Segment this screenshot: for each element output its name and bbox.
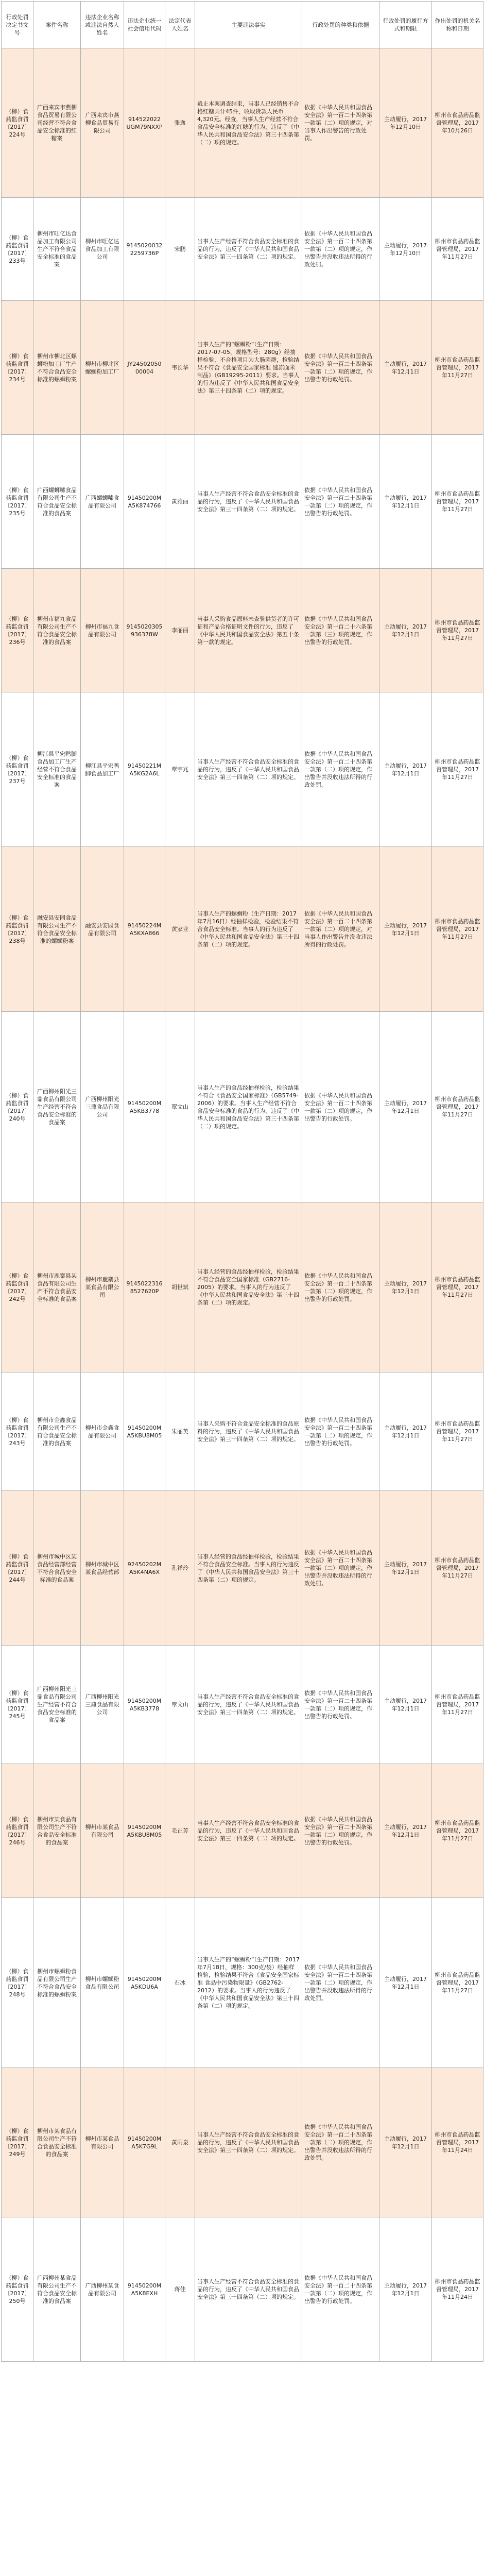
cell-way: 主动履行，2017年12月1日 (379, 1491, 432, 1646)
cell-basis: 依据《中华人民共和国食品安全法》第一百二十四条第一款第（二）项的规定，作出警告的行政处罚。 (302, 1646, 379, 1764)
cell-doc-no: （柳）食药监食罚〔2017〕249号 (2, 2068, 33, 2217)
table-row (2, 198, 483, 301)
cell-way: 主动履行，2017年12月10日 (379, 48, 432, 198)
cell-org: 柳州市食品药品监督管理局，2017年11月27日 (432, 569, 483, 692)
header-way: 行政处罚的履行方式和期限 (379, 2, 432, 48)
header-legal-rep: 法定代表人姓名 (165, 2, 195, 48)
cell-party: 柳州市某食品有限公司 (81, 1764, 124, 1898)
cell-doc-no: （柳）食药监食罚〔2017〕234号 (2, 301, 33, 435)
cell-credit-code: 91450200MA5KDU6A (124, 1898, 165, 2068)
cell-legal-rep: 胡世斌 (165, 1202, 195, 1372)
cell-basis: 依据《中华人民共和国食品安全法》第一百二十四条第一款第（二）项的规定，作出警告并没收违法所得的行政处罚。 (302, 198, 379, 301)
cell-party: 柳州市旺亿达食品加工有限公司 (81, 198, 124, 301)
header-doc-no: 行政处罚决定书文号 (2, 2, 33, 48)
cell-facts: 当事人生产经营不符合食品安全标准的食品的行为，违反了《中华人民共和国食品安全法》第三十四条第（二）项的规定。 (195, 1764, 302, 1898)
cell-case-name: 柳江县平宏鸭脚食品加工厂生产经营不符合食品安全标准的食品案 (33, 692, 81, 847)
cell-facts: 当事人生产的螺蛳粉（生产日期：2017年7月16日）经抽样检验，检验结果不符合食品安全标准。当事人的行为违反了《中华人民共和国食品安全法》第三十四条第（二）项的规定。 (195, 847, 302, 1012)
cell-party: 广西来宾市燕柳食品贸易有限公司 (81, 48, 124, 198)
cell-case-name: 柳州市某食品有限公司生产不符合食品安全标准的食品案 (33, 1764, 81, 1898)
cell-credit-code: JY2450205000004 (124, 301, 165, 435)
cell-doc-no: （柳）食药监食罚〔2017〕240号 (2, 1012, 33, 1202)
cell-org: 柳州市食品药品监督管理局，2017年11月27日 (432, 1764, 483, 1898)
cell-facts: 当事人生产经营不符合食品安全标准的食品的行为，违反了《中华人民共和国食品安全法》第三十四条第（二）项的规定。 (195, 435, 302, 569)
table-body (2, 48, 483, 2362)
cell-party: 柳州市柳北区螺蛳粉加工厂 (81, 301, 124, 435)
cell-case-name: 柳州市螺蛳粉食品有限公司生产不符合食品安全标准的螺蛳粉案 (33, 1898, 81, 2068)
cell-org: 柳州市食品药品监督管理局，2017年11月27日 (432, 1012, 483, 1202)
cell-basis: 依据《中华人民共和国食品安全法》第一百二十四条第一款第（二）项的规定，作出警告的行政处罚。 (302, 1372, 379, 1491)
table-row (2, 48, 483, 198)
cell-org: 柳州市食品药品监督管理局，2017年11月27日 (432, 1372, 483, 1491)
table-row (2, 435, 483, 569)
table-row (2, 692, 483, 847)
cell-legal-rep: 覃文山 (165, 1012, 195, 1202)
header-party: 违法企业名称或违法自然人姓名 (81, 2, 124, 48)
table-row (2, 569, 483, 692)
header-row (2, 2, 483, 48)
table-row (2, 1491, 483, 1646)
header-facts: 主要违法事实 (195, 2, 302, 48)
cell-credit-code: 91450200MA5K7G9L (124, 2068, 165, 2217)
table-row (2, 1372, 483, 1491)
cell-legal-rep: 石冰 (165, 1898, 195, 2068)
cell-org: 柳州市食品药品监督管理局，2017年11月27日 (432, 1202, 483, 1372)
cell-case-name: 柳州市旺亿达食品加工有限公司生产不符合食品安全标准的食品案 (33, 198, 81, 301)
cell-way: 主动履行，2017年12月1日 (379, 2217, 432, 2362)
table-row (2, 301, 483, 435)
cell-facts: 当事人生产的“螺蛳粉”（生产日期：2017-07-05，规格型号：280g）经抽样检验，不合格项目为大肠菌群，检验结果不符合《食品安全国家标准 速冻面米制品》（GB19295-2011）要求。当事人的行为违反了《中华人民共和国食品安全法》第三十四条第（二）项的规定。 (195, 301, 302, 435)
table-row (2, 1646, 483, 1764)
table-row (2, 1898, 483, 2068)
cell-legal-rep: 孔祥玲 (165, 1491, 195, 1646)
cell-way: 主动履行，2017年12月1日 (379, 435, 432, 569)
cell-facts: 截止本案调查结束，当事人已经销售不合格红糖共计45件，收取货款人民币4,320元。经查，当事人生产经营不符合食品安全标准的红糖的行为，违反了《中华人民共和国食品安全法》第三十四条第（二）项的规定。 (195, 48, 302, 198)
cell-org: 柳州市食品药品监督管理局，2017年11月27日 (432, 1491, 483, 1646)
cell-credit-code: 91450200MA5K874766 (124, 435, 165, 569)
cell-basis: 依据《中华人民共和国食品安全法》第一百二十四条第一款第（二）项的规定，作出警告的行政处罚。 (302, 1012, 379, 1202)
cell-case-name: 柳州市福九食品有限公司生产不符合食品安全标准的食品案 (33, 569, 81, 692)
header-case-name: 案件名称 (33, 2, 81, 48)
cell-way: 主动履行，2017年12月10日 (379, 198, 432, 301)
cell-doc-no: （柳）食药监食罚〔2017〕233号 (2, 198, 33, 301)
cell-credit-code: 91450221MA5KG2A6L (124, 692, 165, 847)
cell-basis: 依据《中华人民共和国食品安全法》第一百二十四条第一款第（二）项的规定，作出警告的行政处罚。 (302, 301, 379, 435)
cell-credit-code: 9145020305936378W (124, 569, 165, 692)
cell-way: 主动履行，2017年12月1日 (379, 1764, 432, 1898)
cell-party: 广西柳州阳光三鼎食品有限公司 (81, 1646, 124, 1764)
cell-facts: 当事人经营的食品经抽样检验，检验结果不符合食品安全国家标准（GB2716-2005）的要求。当事人的行为违反了《中华人民共和国食品安全法》第三十四条第（二）项的规定。 (195, 1202, 302, 1372)
cell-party: 柳州市某食品有限公司 (81, 2068, 124, 2217)
cell-facts: 当事人采购不符合食品安全标准的食品原料的行为，违反了《中华人民共和国食品安全法》第三十四条第（二）项的规定。 (195, 1372, 302, 1491)
cell-doc-no: （柳）食药监食罚〔2017〕237号 (2, 692, 33, 847)
cell-way: 主动履行，2017年12月1日 (379, 1372, 432, 1491)
cell-party: 广西柳州阳光三鼎食品有限公司 (81, 1012, 124, 1202)
cell-credit-code: 914522022UGM79NXXP (124, 48, 165, 198)
table-row (2, 847, 483, 1012)
table-row (2, 1764, 483, 1898)
cell-case-name: 融安县安园食品有限公司生产不符合食品安全标准的螺蛳粉案 (33, 847, 81, 1012)
cell-org: 柳州市食品药品监督管理局，2017年11月27日 (432, 1646, 483, 1764)
cell-doc-no: （柳）食药监食罚〔2017〕245号 (2, 1646, 33, 1764)
cell-basis: 依据《中华人民共和国食品安全法》第一百二十四条第一款第（二）项的规定，作出警告并没收违法所得的行政处罚。 (302, 692, 379, 847)
cell-party: 柳州市鹿寨县某食品有限公司 (81, 1202, 124, 1372)
cell-way: 主动履行，2017年12月1日 (379, 847, 432, 1012)
cell-doc-no: （柳）食药监食罚〔2017〕250号 (2, 2217, 33, 2362)
cell-legal-rep: 张逸 (165, 48, 195, 198)
cell-basis: 依据《中华人民共和国食品安全法》第一百二十四条第一款第（二）项的规定，作出警告的行政处罚。 (302, 435, 379, 569)
cell-case-name: 柳州市金鑫食品有限公司生产不符合食品安全标准的食品案 (33, 1372, 81, 1491)
penalty-table (1, 1, 483, 2362)
cell-credit-code: 91450200MA5KBU8M05 (124, 1764, 165, 1898)
cell-org: 柳州市食品药品监督管理局，2017年11月27日 (432, 198, 483, 301)
table-row (2, 1012, 483, 1202)
cell-case-name: 广西来宾市燕柳食品贸易有限公司经营不符合食品安全标准的红糖案 (33, 48, 81, 198)
cell-case-name: 广西柳州阳光三鼎食品有限公司生产经营不符合食品安全标准的食品案 (33, 1646, 81, 1764)
cell-basis: 依据《中华人民共和国食品安全法》第一百二十四条第一款第（二）项的规定，作出警告的行政处罚。 (302, 1202, 379, 1372)
cell-facts: 当事人生产经营不符合食品安全标准的食品的行为，违反了《中华人民共和国食品安全法》第三十四条第（二）项的规定。 (195, 198, 302, 301)
cell-party: 柳州市金鑫食品有限公司 (81, 1372, 124, 1491)
cell-facts: 当事人生产的食品经抽样检验，检验结果不符合《食品安全国家标准》（GB5749-2006）的要求。当事人生产经营不符合食品安全标准的食品的行为，违反了《中华人民共和国食品安全法》第三十四条第（二）项的规定。 (195, 1012, 302, 1202)
cell-facts: 当事人生产经营不符合食品安全标准的食品的行为，违反了《中华人民共和国食品安全法》第三十四条第（二）项的规定。 (195, 692, 302, 847)
cell-legal-rep: 黄家业 (165, 847, 195, 1012)
cell-basis: 依据《中华人民共和国食品安全法》第一百二十四条第一款第（二）项的规定，作出警告并没收违法所得的行政处罚。 (302, 1491, 379, 1646)
cell-party: 柳江县平宏鸭脚食品加工厂 (81, 692, 124, 847)
cell-basis: 依据《中华人民共和国食品安全法》第一百二十六条第一款第（三）项的规定，作出警告的行政处罚。 (302, 569, 379, 692)
cell-doc-no: （柳）食药监食罚〔2017〕224号 (2, 48, 33, 198)
cell-facts: 当事人采购食品原料未查验供货者的许可证和产品合格证明文件的行为，违反了《中华人民共和国食品安全法》第五十条第一款的规定。 (195, 569, 302, 692)
cell-legal-rep: 朱丽英 (165, 1372, 195, 1491)
cell-basis: 依据《中华人民共和国食品安全法》第一百二十四条第一款第（二）项的规定，作出警告的行政处罚。 (302, 1764, 379, 1898)
cell-way: 主动履行，2017年12月1日 (379, 1012, 432, 1202)
cell-org: 柳州市食品药品监督管理局，2017年11月24日 (432, 2217, 483, 2362)
cell-legal-rep: 韦长华 (165, 301, 195, 435)
cell-basis: 依据《中华人民共和国食品安全法》第一百二十四条第一款第（二）项的规定，作出警告并没收违法所得的行政处罚。 (302, 2068, 379, 2217)
cell-credit-code: 91450200322259736P (124, 198, 165, 301)
cell-basis: 依据《中华人民共和国食品安全法》第一百二十四条第一款第（二）项的规定，对当事人作出警告的行政处罚。 (302, 48, 379, 198)
cell-legal-rep: 蒋佳 (165, 2217, 195, 2362)
cell-facts: 当事人生产经营不符合食品安全标准的食品的行为，违反了《中华人民共和国食品安全法》第三十四条第（二）项的规定。 (195, 2217, 302, 2362)
cell-legal-rep: 毛正芳 (165, 1764, 195, 1898)
cell-case-name: 柳州市城中区某食品经营部经营不符合食品安全标准的食品案 (33, 1491, 81, 1646)
cell-credit-code: 91450200MA5KBU8M05 (124, 1372, 165, 1491)
cell-party: 柳州市螺蛳粉食品有限公司 (81, 1898, 124, 2068)
cell-way: 主动履行，2017年12月1日 (379, 692, 432, 847)
cell-party: 融安县安园食品有限公司 (81, 847, 124, 1012)
cell-way: 主动履行，2017年12月1日 (379, 301, 432, 435)
cell-party: 广西柳州某食品有限公司 (81, 2217, 124, 2362)
cell-credit-code: 91450200MA5KB3778 (124, 1012, 165, 1202)
cell-facts: 当事人生产经营不符合食品安全标准的食品的行为，违反了《中华人民共和国食品安全法》第三十四条第（二）项的规定。 (195, 1646, 302, 1764)
cell-credit-code: 91450223168527620P (124, 1202, 165, 1372)
header-credit-code: 违法企业统一社会信用代码 (124, 2, 165, 48)
cell-basis: 依据《中华人民共和国食品安全法》第一百二十四条第一款第（二）项的规定，作出警告的行政处罚。 (302, 2217, 379, 2362)
cell-party: 柳州市福九食品有限公司 (81, 569, 124, 692)
cell-doc-no: （柳）食药监食罚〔2017〕236号 (2, 569, 33, 692)
cell-way: 主动履行，2017年12月1日 (379, 1646, 432, 1764)
cell-doc-no: （柳）食药监食罚〔2017〕243号 (2, 1372, 33, 1491)
cell-org: 柳州市食品药品监督管理局，2017年10月26日 (432, 48, 483, 198)
cell-org: 柳州市食品药品监督管理局，2017年11月27日 (432, 1898, 483, 2068)
cell-org: 柳州市食品药品监督管理局，2017年11月27日 (432, 692, 483, 847)
cell-doc-no: （柳）食药监食罚〔2017〕248号 (2, 1898, 33, 2068)
cell-doc-no: （柳）食药监食罚〔2017〕238号 (2, 847, 33, 1012)
cell-case-name: 柳州市鹿寨县某食品有限公司生产不符合食品安全标准的食品案 (33, 1202, 81, 1372)
cell-doc-no: （柳）食药监食罚〔2017〕246号 (2, 1764, 33, 1898)
cell-org: 柳州市食品药品监督管理局，2017年11月27日 (432, 847, 483, 1012)
cell-case-name: 广西螺蛳嗦食品有限公司生产不符合食品安全标准的食品案 (33, 435, 81, 569)
table-row (2, 2217, 483, 2362)
cell-org: 柳州市食品药品监督管理局，2017年11月27日 (432, 301, 483, 435)
cell-case-name: 柳州市某食品有限公司生产不符合食品安全标准的食品案 (33, 2068, 81, 2217)
cell-case-name: 广西柳州阳光三鼎食品有限公司生产经营不符合食品安全标准的食品案 (33, 1012, 81, 1202)
cell-way: 主动履行，2017年12月1日 (379, 569, 432, 692)
cell-way: 主动履行，2017年12月1日 (379, 2068, 432, 2217)
cell-legal-rep: 宋鹏 (165, 198, 195, 301)
cell-credit-code: 91450200MA5K8EXH (124, 2217, 165, 2362)
cell-credit-code: 91450224MA5KXA866 (124, 847, 165, 1012)
cell-facts: 当事人经营的食品经抽样检验，检验结果不符合食品安全标准。当事人的行为违反了《中华人民共和国食品安全法》第三十四条第（二）项的规定。 (195, 1491, 302, 1646)
cell-doc-no: （柳）食药监食罚〔2017〕242号 (2, 1202, 33, 1372)
cell-legal-rep: 覃宇兆 (165, 692, 195, 847)
cell-credit-code: 91450200MA5KB3778 (124, 1646, 165, 1764)
cell-way: 主动履行，2017年12月1日 (379, 1202, 432, 1372)
cell-case-name: 柳州市柳北区螺蛳粉加工厂生产不符合食品安全标准的螺蛳粉案 (33, 301, 81, 435)
table-row (2, 1202, 483, 1372)
cell-legal-rep: 李丽丽 (165, 569, 195, 692)
cell-credit-code: 92450202MA5K4NA6X (124, 1491, 165, 1646)
cell-basis: 依据《中华人民共和国食品安全法》第一百二十四条第一款第（二）项的规定，作出警告并没收违法所得的行政处罚。 (302, 1898, 379, 2068)
cell-way: 主动履行，2017年12月1日 (379, 1898, 432, 2068)
header-org: 作出处罚的机关名称和日期 (432, 2, 483, 48)
cell-legal-rep: 黄雨泉 (165, 2068, 195, 2217)
cell-doc-no: （柳）食药监食罚〔2017〕235号 (2, 435, 33, 569)
cell-legal-rep: 覃文山 (165, 1646, 195, 1764)
cell-org: 柳州市食品药品监督管理局，2017年11月24日 (432, 2068, 483, 2217)
cell-doc-no: （柳）食药监食罚〔2017〕244号 (2, 1491, 33, 1646)
header-basis: 行政处罚的种类和依据 (302, 2, 379, 48)
cell-facts: 当事人生产的“螺蛳粉”（生产日期：2017年7月18日，规格：300克/袋）经抽样检验，检验结果不符合《食品安全国家标准 食品中污染物限量》（GB2762-2012）的要求。当事人的行为违反了《中华人民共和国食品安全法》第三十四条第（二）项的规定。 (195, 1898, 302, 2068)
cell-party: 柳州市城中区某食品经营部 (81, 1491, 124, 1646)
cell-party: 广西螺蛳嗦食品有限公司 (81, 435, 124, 569)
cell-facts: 当事人生产经营不符合食品安全标准的食品的行为，违反了《中华人民共和国食品安全法》第三十四条第（二）项的规定。 (195, 2068, 302, 2217)
cell-basis: 依据《中华人民共和国食品安全法》第一百二十四条第一款第（二）项的规定，对当事人作出警告并没收违法所得的行政处罚。 (302, 847, 379, 1012)
table-row (2, 2068, 483, 2217)
cell-org: 柳州市食品药品监督管理局，2017年11月27日 (432, 435, 483, 569)
cell-legal-rep: 黄雅丽 (165, 435, 195, 569)
cell-case-name: 广西柳州某食品有限公司生产不符合食品安全标准的食品案 (33, 2217, 81, 2362)
